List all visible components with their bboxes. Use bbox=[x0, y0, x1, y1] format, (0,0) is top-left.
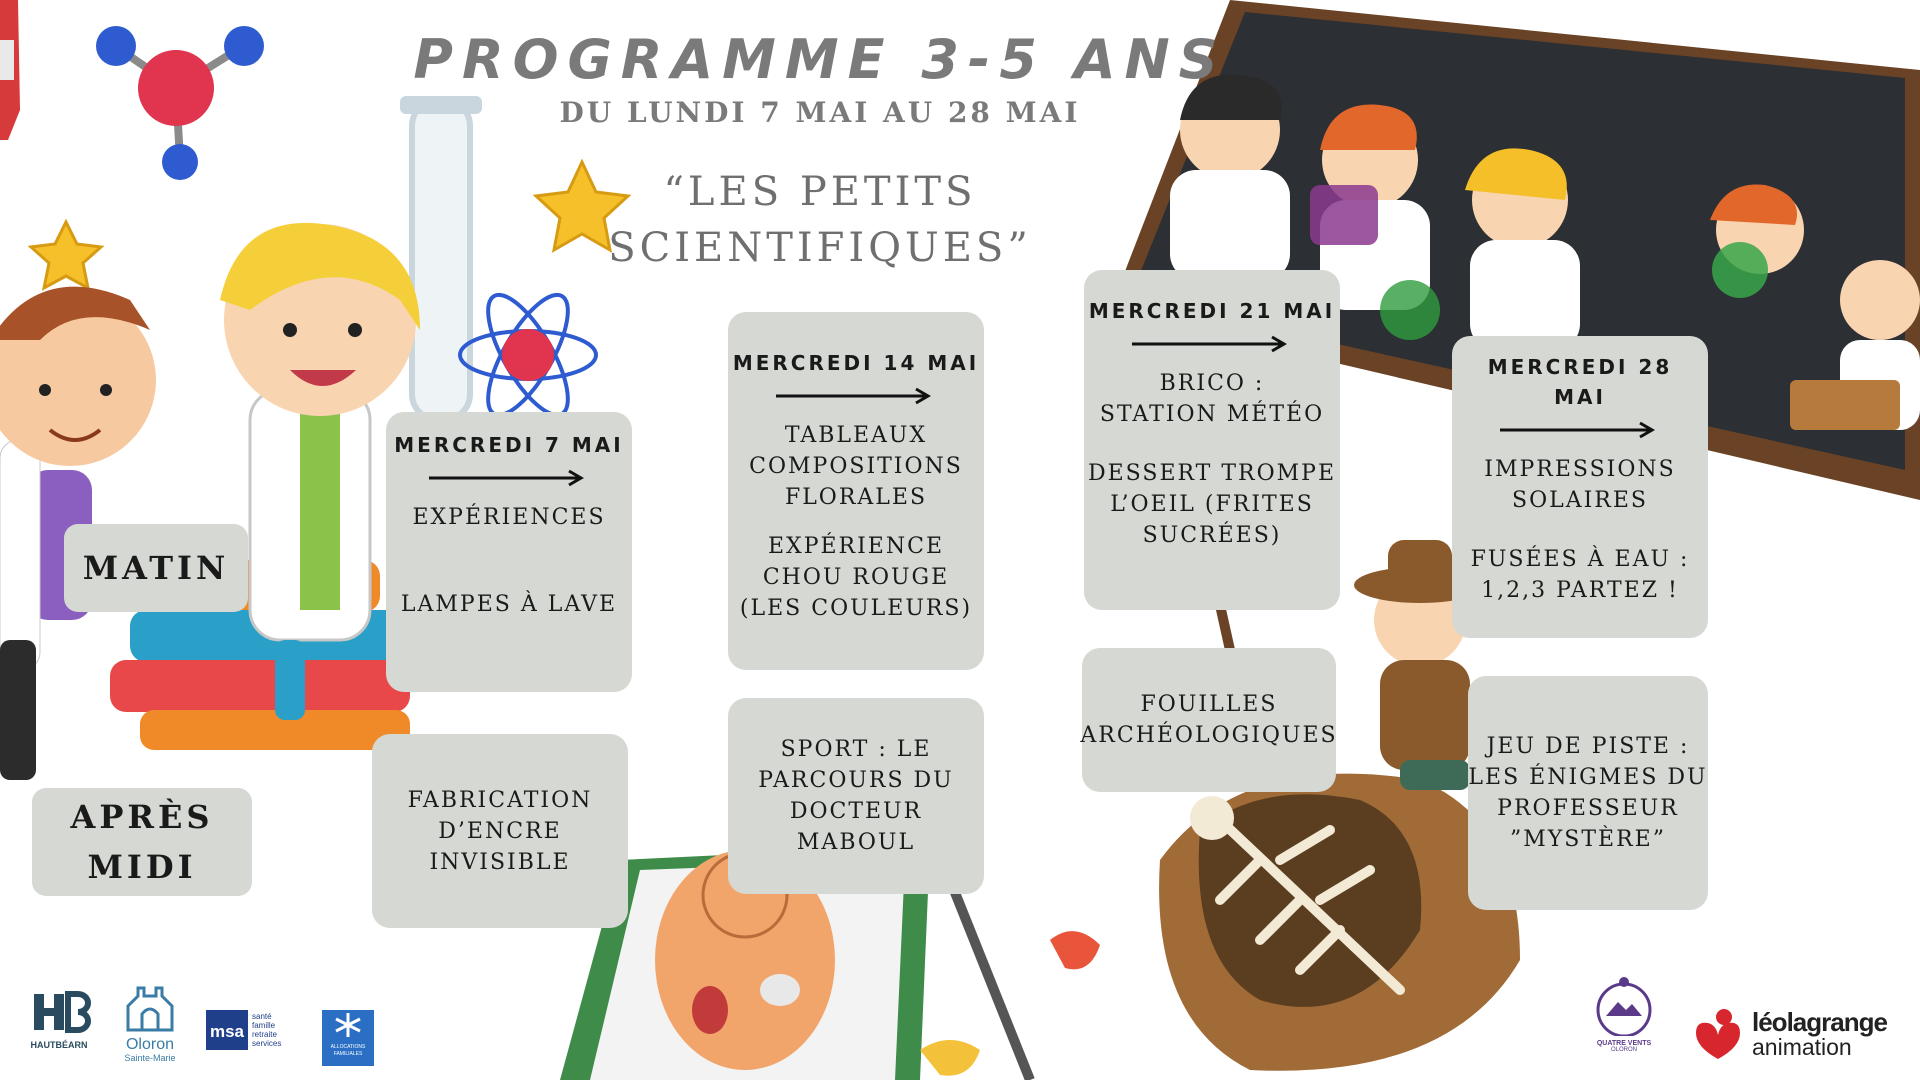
row-label-morning-text: MATIN bbox=[82, 549, 230, 587]
day-21-morning-card bbox=[1084, 270, 1340, 610]
day-14-date: MERCREDI 14 MAI bbox=[732, 351, 980, 375]
msa-logo-line-3: retraite bbox=[252, 1030, 277, 1039]
arrow-right-icon bbox=[1132, 334, 1292, 354]
arrow-right-icon bbox=[429, 468, 589, 488]
day-14-activity-1-line-3: FLORALES bbox=[784, 485, 928, 510]
day-28-activity-2-line-1: FUSÉES À EAU : bbox=[1470, 547, 1690, 572]
theme-line-2: SCIENTIFIQUES” bbox=[608, 225, 1032, 271]
hautbearn-logo bbox=[24, 990, 94, 1060]
day-14-activity-1-line-1: TABLEAUX bbox=[784, 423, 928, 448]
day-14-activity-2-line-3: (LES COULEURS) bbox=[739, 596, 973, 621]
day-28-morning-card bbox=[1452, 336, 1708, 638]
day-28-activity-1-line-1: IMPRESSIONS bbox=[1484, 457, 1676, 482]
day-14-afternoon-line-2: PARCOURS DU bbox=[758, 768, 954, 793]
day-7-activity-2: LAMPES À LAVE bbox=[400, 592, 618, 617]
day-7-date: MERCREDI 7 MAI bbox=[394, 433, 624, 457]
leo-lagrange-heart-icon bbox=[1690, 1007, 1746, 1061]
quatre-vents-logo-line-1: QUATRE VENTS bbox=[1596, 1040, 1652, 1047]
day-14-activity-1-line-2: COMPOSITIONS bbox=[749, 454, 963, 479]
day-7-afternoon-line-1: FABRICATION bbox=[407, 787, 593, 813]
msa-logo-line-4: services bbox=[252, 1039, 282, 1048]
day-14-activity-2-line-2: CHOU ROUGE bbox=[762, 565, 950, 590]
day-21-activity-2-line-1: DESSERT TROMPE bbox=[1087, 461, 1337, 486]
quatre-vents-logo-line-2: OLORON bbox=[1610, 1047, 1637, 1053]
day-14-afternoon-line-4: MABOUL bbox=[796, 830, 916, 855]
msa-logo bbox=[206, 1008, 302, 1052]
arrow-right-icon bbox=[776, 386, 936, 406]
msa-logo-line-1: santé bbox=[252, 1012, 272, 1021]
day-7-morning-card bbox=[386, 412, 632, 692]
day-21-activity-2-line-3: SUCRÉES) bbox=[1142, 523, 1282, 548]
arrow-right-icon bbox=[1500, 420, 1660, 440]
day-7-afternoon-card bbox=[372, 734, 628, 928]
day-21-activity-1-line-2: STATION MÉTÉO bbox=[1099, 402, 1325, 427]
leo-lagrange-logo bbox=[1690, 1004, 1902, 1064]
hautbearn-logo-text: HAUTBÉARN bbox=[30, 1040, 88, 1050]
day-14-activity-2-line-1: EXPÉRIENCE bbox=[767, 534, 945, 559]
day-28-date-line-2: MAI bbox=[1554, 385, 1606, 409]
oloron-logo bbox=[112, 986, 188, 1070]
msa-logo-line-2: famille bbox=[252, 1021, 276, 1030]
row-label-afternoon-line-2: MIDI bbox=[87, 848, 197, 886]
day-21-afternoon-line-1: FOUILLES bbox=[1140, 692, 1278, 717]
day-28-afternoon-card bbox=[1468, 676, 1708, 910]
day-28-afternoon-line-1: JEU DE PISTE : bbox=[1486, 734, 1690, 759]
day-28-activity-1-line-2: SOLAIRES bbox=[1512, 488, 1648, 513]
day-7-afternoon-line-2: D’ENCRE bbox=[438, 818, 562, 844]
row-label-afternoon-line-1: APRÈS bbox=[70, 798, 214, 836]
day-28-date-line-1: MERCREDI 28 bbox=[1487, 355, 1673, 379]
caf-logo bbox=[322, 1010, 374, 1066]
day-28-afternoon-line-3: PROFESSEUR bbox=[1497, 796, 1679, 821]
atom-icon bbox=[460, 284, 596, 426]
date-range-subtitle: DU LUNDI 7 MAI AU 28 MAI bbox=[559, 96, 1081, 129]
row-label-morning bbox=[64, 524, 248, 612]
day-14-afternoon-card bbox=[728, 698, 984, 894]
day-21-activity-1-line-1: BRICO : bbox=[1159, 371, 1265, 396]
day-7-activity-1: EXPÉRIENCES bbox=[412, 505, 606, 530]
svg-text:msa: msa bbox=[209, 1022, 245, 1041]
caf-logo-line-1: ALLOCATIONS bbox=[330, 1044, 366, 1050]
day-14-afternoon-line-3: DOCTEUR bbox=[789, 799, 923, 824]
day-21-afternoon-line-2: ARCHÉOLOGIQUES bbox=[1080, 723, 1338, 748]
day-14-afternoon-line-1: SPORT : LE bbox=[780, 737, 932, 762]
leo-lagrange-logo-line-1: léolagrange bbox=[1752, 1007, 1887, 1037]
theme-title bbox=[600, 164, 1040, 276]
theme-line-1: “LES PETITS bbox=[663, 169, 977, 215]
row-label-afternoon bbox=[32, 788, 252, 896]
day-7-afternoon-line-3: INVISIBLE bbox=[429, 849, 571, 875]
day-28-afternoon-line-4: ”MYSTÈRE” bbox=[1510, 827, 1666, 852]
leo-lagrange-logo-line-2: animation bbox=[1752, 1034, 1852, 1060]
page-title: PROGRAMME 3-5 ANS bbox=[413, 28, 1227, 91]
caf-logo-line-2: FAMILIALES bbox=[333, 1051, 363, 1057]
day-14-morning-card bbox=[728, 312, 984, 670]
oloron-logo-line-1: Oloron bbox=[125, 1036, 175, 1053]
day-21-date: MERCREDI 21 MAI bbox=[1088, 299, 1336, 323]
oloron-logo-line-2: Sainte-Marie bbox=[124, 1053, 176, 1063]
snowflake-icon bbox=[330, 1010, 366, 1040]
day-21-activity-2-line-2: L’OEIL (FRITES bbox=[1110, 492, 1314, 517]
day-21-afternoon-card bbox=[1082, 648, 1336, 792]
quatre-vents-logo bbox=[1584, 976, 1664, 1070]
day-28-afternoon-line-2: LES ÉNIGMES DU bbox=[1468, 765, 1708, 790]
day-28-activity-2-line-2: 1,2,3 PARTEZ ! bbox=[1481, 578, 1679, 603]
